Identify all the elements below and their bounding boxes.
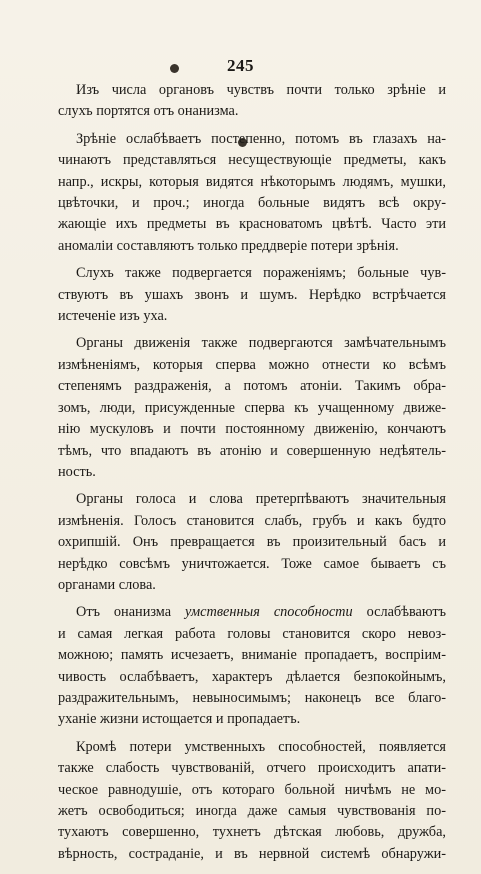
text-line: Органы движенія также подвергаются замѣчательнымъ <box>76 335 446 352</box>
text-line: измѣненія. Голосъ становится слабъ, грубъ и какъ будто <box>58 512 446 529</box>
text-line: можною; память исчезаетъ, вниманіе пропадаетъ, воспріим- <box>58 647 446 664</box>
text-line: зомъ, люди, присужденные сперва къ учащенному движе- <box>58 399 446 416</box>
text-line: аномаліи составляютъ только преддверіе потери зрѣнія. <box>58 237 399 254</box>
text-line: чивость ослабѣваетъ, характеръ дѣлается безпокойнымъ, <box>58 668 446 685</box>
paragraph-3 <box>58 263 446 327</box>
text-line: жающіе ихъ предметы въ красноватомъ цвѣтѣ. Часто эти <box>58 216 446 233</box>
text-line: слухъ портятся отъ онанизма. <box>58 103 239 120</box>
text-line: степенямъ раздраженія, а потомъ атоніи. Такимъ обра- <box>58 378 446 395</box>
text-line: ствуютъ въ ушахъ звонъ и шумъ. Нерѣдко встрѣчается <box>58 286 446 303</box>
text-line: измѣненіямъ, которыя сперва можно отнести ко всѣмъ <box>58 356 446 373</box>
text-line: уханіе жизни истощается и пропадаетъ. <box>58 711 301 728</box>
paragraph-2 <box>58 129 446 257</box>
text-line: тухаютъ совершенно, тухнетъ дѣтская любовь, дружба, <box>58 824 446 841</box>
text-line: Слухъ также подвергается пораженіямъ; больные чув- <box>76 265 446 282</box>
paragraph-4 <box>58 333 446 483</box>
text-line <box>58 602 446 623</box>
text-line: напр., искры, которыя видятся нѣкоторымъ людямъ, мушки, <box>58 173 446 190</box>
text-line: также слабость чувствованій, отчего происходитъ апати- <box>58 760 446 777</box>
text-line: Кромѣ потери умственныхъ способностей, появляется <box>76 738 446 755</box>
text-line: истеченіе изъ уха. <box>58 308 168 325</box>
text-line: Органы голоса и слова претерпѣваютъ значительныя <box>76 491 446 508</box>
text-line: органами слова. <box>58 576 156 593</box>
text-line: Изъ числа органовъ чувствъ почти только зрѣніе и <box>76 82 446 98</box>
page-number: 245 <box>227 56 254 75</box>
text-line: нерѣдко совсѣмъ уничтожается. Тоже самое бываетъ съ <box>58 555 446 572</box>
paragraph-7 <box>58 737 446 865</box>
text-line: жетъ освободиться; иногда даже самыя чувствованія по- <box>58 803 446 819</box>
text-line: чинаютъ представляться несуществующіе предметы, какъ <box>58 152 446 169</box>
text-line: охрипшій. Онъ превращается въ произительный басъ и <box>58 534 446 551</box>
text-line: раздражительнымъ, невыносимымъ; наконецъ все благо- <box>58 689 446 706</box>
paragraph-1 <box>58 80 446 123</box>
text-line: цвѣточки, и проч.; иногда больные видятъ всѣ окру- <box>58 195 446 212</box>
text-line: вѣрность, состраданіе, и въ нервной системѣ обнаружи- <box>58 845 446 862</box>
text-line: нію мускуловъ и почти постоянному движенію, кончаютъ <box>58 421 446 438</box>
text-line: ческое равнодушіе, отъ котораго больной ничѣмъ не мо- <box>58 781 446 798</box>
text-span: Отъ онанизма <box>76 604 186 621</box>
paragraph-5 <box>58 489 446 596</box>
text-line: ность. <box>58 463 96 480</box>
text-line: и самая легкая работа головы становится скоро невоз- <box>58 625 446 642</box>
text-span: ослабѣваютъ <box>352 604 446 621</box>
body-text <box>58 80 446 871</box>
text-line: Зрѣніе ослабѣваетъ постепенно, потомъ въ глазахъ на- <box>76 130 446 147</box>
paragraph-6 <box>58 602 446 730</box>
emphasized-text: умственныя способности <box>185 604 353 621</box>
text-line: тѣмъ, что впадаютъ въ атонію и совершенную недѣятель- <box>58 442 446 459</box>
